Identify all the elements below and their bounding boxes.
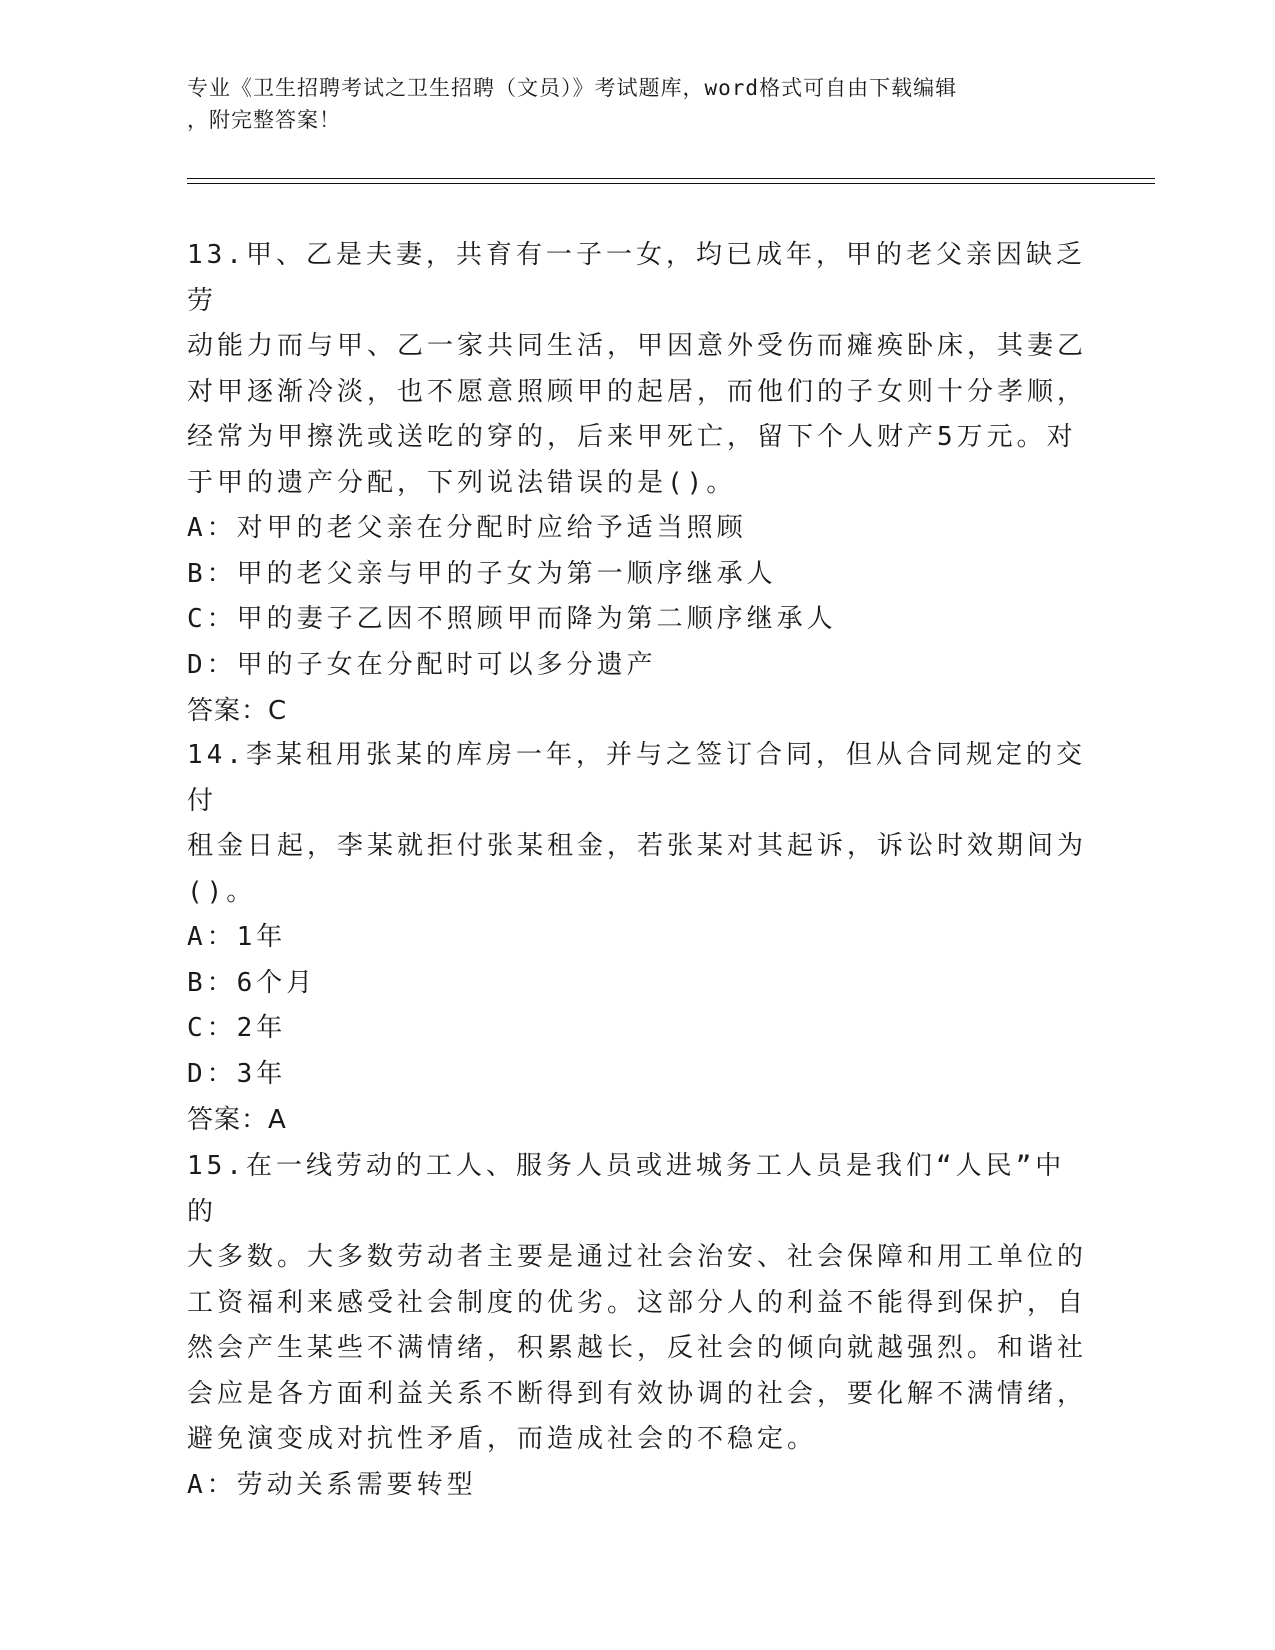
option-c: C：2年	[187, 1013, 287, 1043]
header-rule-top	[187, 178, 1155, 179]
question-14	[187, 733, 1087, 1143]
option-c: C：甲的妻子乙因不照顾甲而降为第二顺序继承人	[187, 604, 837, 634]
question-stem-line: 工资福利来感受社会制度的优劣。这部分人的利益不能得到保护，自	[187, 1287, 1088, 1318]
question-stem-line: 会应是各方面利益关系不断得到有效协调的社会，要化解不满情绪，	[187, 1378, 1088, 1409]
option-d: D：甲的子女在分配时可以多分遗产	[187, 649, 657, 680]
header-line-2: ，附完整答案！	[187, 108, 341, 132]
header-line-1: 专业《卫生招聘考试之卫生招聘（文员）》考试题库，word格式可自由下载编辑	[187, 76, 958, 100]
option-d: D：3年	[187, 1058, 287, 1089]
question-stem-line: 大多数。大多数劳动者主要是通过社会治安、社会保障和用工单位的	[187, 1242, 1088, 1272]
question-13	[187, 233, 1087, 734]
option-a: A：对甲的老父亲在分配时应给予适当照顾	[187, 513, 747, 543]
question-stem-line: 避免演变成对抗性矛盾，而造成社会的不稳定。	[187, 1424, 818, 1454]
question-stem-line: 然会产生某些不满情绪，积累越长，反社会的倾向就越强烈。和谐社	[187, 1333, 1088, 1363]
question-stem-line: 13.甲、乙是夫妻，共育有一子一女，均已成年，甲的老父亲因缺乏劳	[187, 240, 1086, 316]
header-rule-bottom	[187, 183, 1155, 184]
question-stem-line: 15.在一线劳动的工人、服务人员或进城务工人员是我们“人民”中的	[187, 1151, 1066, 1227]
question-stem-line: ()。	[187, 876, 257, 907]
option-a: A：1年	[187, 922, 287, 952]
question-stem-line: 14.李某租用张某的库房一年，并与之签订合同，但从合同规定的交付	[187, 740, 1086, 816]
answer-label: 答案：C	[187, 696, 288, 726]
question-stem-line: 于甲的遗产分配，下列说法错误的是()。	[187, 467, 737, 498]
question-stem-line: 对甲逐渐冷淡，也不愿意照顾甲的起居，而他们的子女则十分孝顺，	[187, 376, 1088, 407]
question-stem-line: 经常为甲擦洗或送吃的穿的，后来甲死亡，留下个人财产5万元。对	[187, 422, 1077, 452]
document-header	[187, 72, 1067, 136]
question-15	[187, 1144, 1087, 1508]
option-b: B：甲的老父亲与甲的子女为第一顺序继承人	[187, 558, 777, 589]
option-a: A：劳动关系需要转型	[187, 1469, 477, 1500]
question-stem-line: 动能力而与甲、乙一家共同生活，甲因意外受伤而瘫痪卧床，其妻乙	[187, 331, 1088, 361]
question-stem-line: 租金日起，李某就拒付张某租金，若张某对其起诉，诉讼时效期间为	[187, 831, 1088, 861]
option-b: B：6个月	[187, 967, 317, 998]
answer-label: 答案：A	[187, 1105, 287, 1135]
